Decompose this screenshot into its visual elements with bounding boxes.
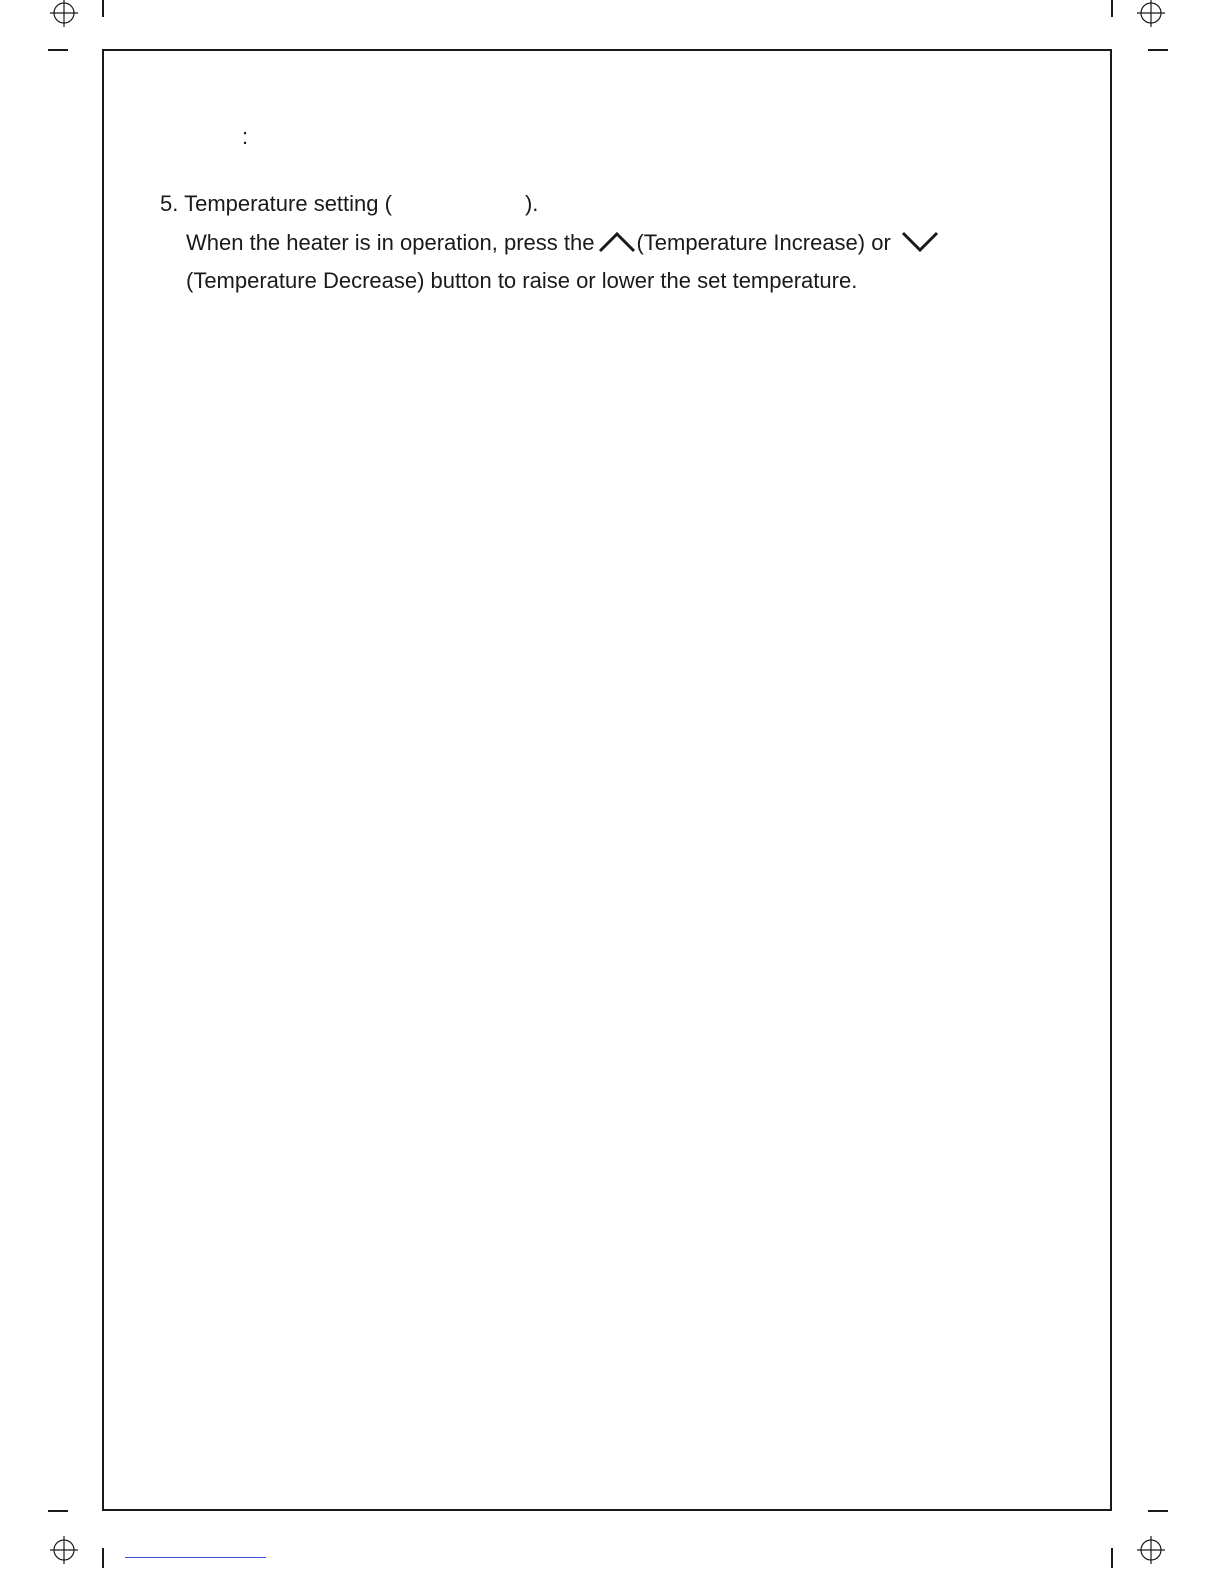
crosshair-icon bbox=[1135, 0, 1167, 29]
item-5-heading bbox=[160, 191, 538, 217]
trim-line bbox=[48, 1510, 68, 1512]
item-number: 5. bbox=[160, 191, 179, 216]
trim-line bbox=[1111, 0, 1113, 17]
item-5-line-1 bbox=[186, 230, 939, 256]
footer-rule bbox=[125, 1557, 266, 1558]
registration-mark-top-right bbox=[1135, 0, 1167, 29]
colon-mark: : bbox=[242, 124, 249, 149]
crosshair-icon bbox=[48, 0, 80, 29]
registration-mark-bottom-right bbox=[1135, 1534, 1167, 1566]
item-heading-end: ). bbox=[524, 191, 539, 216]
item-heading: Temperature setting ( bbox=[184, 191, 392, 216]
line-1-text: When the heater is in operation, press the bbox=[186, 230, 595, 255]
trim-line bbox=[1148, 1510, 1168, 1512]
trim-line bbox=[102, 1548, 104, 1568]
registration-mark-bottom-left bbox=[48, 1534, 80, 1566]
trim-line bbox=[102, 0, 104, 17]
chevron-down-icon bbox=[901, 230, 939, 254]
item-5-line-2: (Temperature Decrease) button to raise or lower the set temperature. bbox=[186, 268, 858, 293]
crosshair-icon bbox=[48, 1534, 80, 1566]
trim-line bbox=[1148, 49, 1168, 51]
trim-line bbox=[1111, 1548, 1113, 1568]
trim-line bbox=[48, 49, 68, 51]
registration-mark-top-left bbox=[48, 0, 80, 29]
chevron-up-icon bbox=[598, 230, 636, 254]
crosshair-icon bbox=[1135, 1534, 1167, 1566]
increase-label: (Temperature Increase) or bbox=[636, 230, 891, 255]
